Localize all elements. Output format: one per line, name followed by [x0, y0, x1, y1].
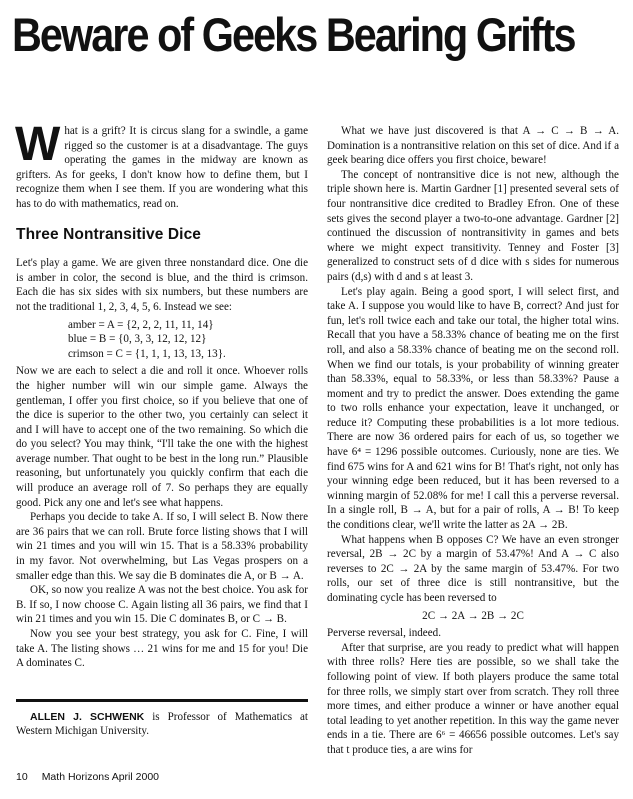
- paragraph: Let's play again. Being a good sport, I will select first, and take A. I suppose you would like to have B, correct? And just for fun, let's roll twice each and take our total, the higher total wins. Recall that you have a 58.33% chance of beating me on the first roll, and also a 58.33% chance of beating me on the second roll. When we find our totals, is your probability of winning greater than 58.33%, equal to 58.33%, or less than 58.33%? Pause a moment and try to predict the answer. Does extending the game to two rolls enhance your expectation, leave it unchanged, or reduce it? Computing these probabilities is a lot more tedious. There are now 36 ordered pairs for each of us, so together we have 6⁴ = 1296 possible outcomes. Curiously, none are ties. We find 675 wins for A and 621 wins for B! That's right, not only has your winning edge been reduced, but it has been reversed to a winning margin of 52.08% for me! I call this a perverse reversal. In a single roll, B → A, but for a pair of rolls, A → B! To keep the conditions clear, we'll write the latter as 2A → 2B.: [327, 285, 619, 532]
- page-number: 10: [16, 771, 28, 783]
- author-name: ALLEN J. SCHWENK: [30, 710, 145, 723]
- paragraph: OK, so now you realize A was not the best choice. You ask for B. If so, I now choose C. Again listing all 36 pairs, we find that I win 21 times and you win 15. Die C dominates B, or C → B.: [16, 584, 308, 626]
- paragraph: The concept of nontransitive dice is not new, although the triple shown here is. Martin Gardner [1] presented several sets of four nontransitive dice credited to Bradley Efron. One of these sets gives the second player a two-to-one advantage. Gardner [2] continued the discussion of nontransitivity in games and bets where we might expect transitivity. Tenney and Foster [3] generalized to construct sets of d dice with s sides for numerous pairs (d,s) with d and s at least 3.: [327, 168, 619, 283]
- page-footer: [16, 771, 159, 783]
- die-crimson: crimson = C = {1, 1, 1, 13, 13, 13}.: [68, 347, 226, 360]
- paragraph: Now you see your best strategy, you ask for C. Fine, I will take A. The listing shows … 21 wins for me and 15 for you! Die A dominates C.: [16, 628, 308, 670]
- intro-paragraph: What is a grift? It is circus slang for a swindle, a game rigged so the customer is at a disadvantage. The guys operating the games in the midway are known as grifters. As for geeks, I don't know how to define them, but I recognize them when I see them. If you are wondering what this has to do with mathematics, read on.: [15, 118, 308, 210]
- publication-name: Math Horizons April 2000: [41, 771, 159, 783]
- paragraph: Let's play a game. We are given three nonstandard dice. One die is amber in color, the second is blue, and the third is crimson. Each die has six sides with six numbers, but these numbers are not the traditional 1, 2, 3, 4, 5, 6. Instead we see:: [16, 257, 308, 313]
- die-blue: blue = B = {0, 3, 3, 12, 12, 12}: [68, 333, 207, 346]
- article-title: Beware of Geeks Bearing Grifts: [12, 8, 575, 61]
- die-amber: amber = A = {2, 2, 2, 11, 11, 14}: [68, 318, 214, 331]
- paragraph: After that surprise, are you ready to predict what will happen with three rolls? Here ties are possible, so we shall take the following point of view. If both players produce the same total for three rolls, we simply start over from scratch. They roll three more times, and either produce a winner or have another equal total leading to yet another repetition. In this way the game never ends in a tie. There are 6⁶ = 46656 possible outcomes. Let's say that t produce ties, a are wins for: [327, 641, 619, 756]
- section-heading: Three Nontransitive Dice: [16, 225, 202, 243]
- paragraph: What happens when B opposes C? We have an even stronger reversal, 2B → 2C by a margin of 53.47%! And A → C also reverses to 2C → 2A by the same margin of 53.47%. For two rolls, our set of three dice is still nontransitive, but the dominating cycle has been reversed to: [327, 533, 619, 604]
- dominance-cycle: 2C → 2A → 2B → 2C: [422, 609, 524, 622]
- paragraph: Perverse reversal, indeed.: [327, 627, 441, 640]
- divider-rule: [16, 699, 308, 702]
- dice-list: [16, 318, 308, 362]
- paragraph: Perhaps you decide to take A. If so, I will select B. Now there are 36 pairs that we can roll. Brute force listing shows that I will win 21 times and you will win 15. That is a 58.33% probability in my favor. Not overwhelming, but Las Vegas prospers on a smaller edge than this. We say die B dominates die A, or B → A.: [16, 511, 308, 582]
- right-column: [327, 124, 619, 758]
- paragraph: Now we are each to select a die and roll it once. Whoever rolls the higher number will win our simple game. Always the gentleman, I offer you first choice, so if you believe that one of the dice is superior to the other two, you certainly can select it and I will have to accept one of the two remaining. So which die do you select? You may think, “I'll take the one with the highest average number. That ought to be best in the long run.” Plausible reasoning, but unfortunately you quickly confirm that each die will produce an average roll of 7. So perhaps they are equally good. Pick any one and let's see what happens.: [16, 365, 308, 509]
- paragraph: What we have just discovered is that A → C → B → A. Domination is a nontransitive relation on this set of dice. And if a geek bearing dice offers you first choice, beware!: [327, 125, 619, 167]
- left-column: [15, 118, 308, 739]
- drop-cap: W: [15, 118, 61, 171]
- author-bio: ALLEN J. SCHWENK is Professor of Mathematics at Western Michigan University.: [16, 710, 308, 738]
